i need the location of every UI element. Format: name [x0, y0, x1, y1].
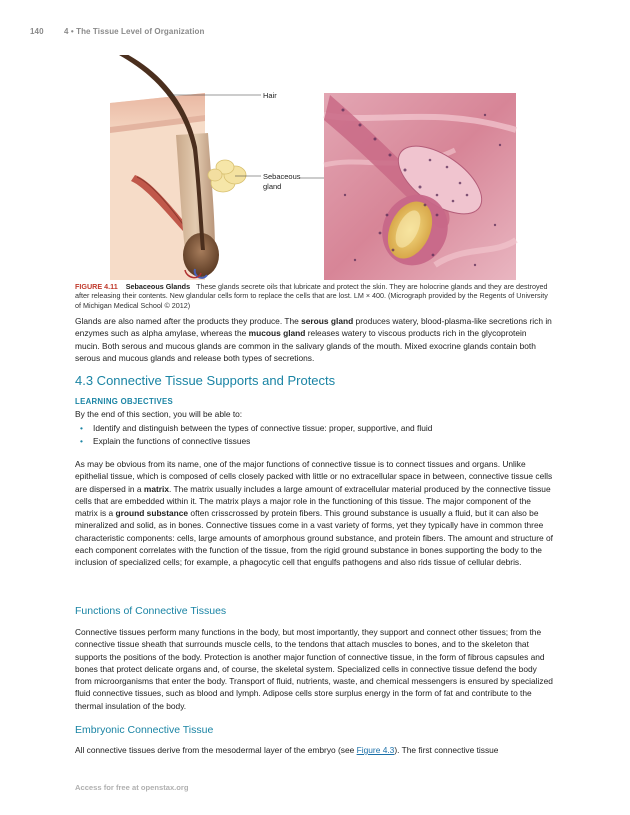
page-number: 140: [30, 27, 44, 36]
hair-label: Hair: [263, 91, 277, 100]
figure-title: Sebaceous Glands: [125, 282, 191, 291]
paragraph-connective-intro: As may be obvious from its name, one of the major functions of connective tissue is to connect tissues and organs. Unlike epithelial tissue, which is composed of cells closely packed with little or no extracellular space in between, connective tissue cells are dispersed in a matrix. The matrix usually includes a large amount of extracellular material produced by the connective tissue cells that are embedded within it. The matrix plays a major role in the functioning of this tissue. The major component of the matrix is a ground substance often crisscrossed by protein fibers. This ground substance is usually a fluid, but it can also be mineralized and solid, as in bones. Connective tissues come in a vast variety of forms, yet they typically have in common three characteristic components: cells, large amounts of amorphous ground substance, and protein fibers. The amount and structure of each component correlates with the function of the tissue, from the rigid ground substance in bones supporting the body to the inclusion of specialized cells; for example, a phagocytic cell that engulfs pathogens and also rids tissue of cellular debris.: [75, 459, 553, 568]
figure-sebaceous-glands: [75, 55, 555, 280]
figure-4-3-link[interactable]: Figure 4.3: [356, 745, 395, 755]
micrograph: [324, 93, 516, 280]
list-item: • Explain the functions of connective tissues: [75, 435, 545, 448]
learning-objectives-heading: LEARNING OBJECTIVES: [75, 397, 173, 406]
page-footer: Access for free at openstax.org: [75, 783, 189, 792]
skin-illustration: [110, 55, 246, 280]
sebaceous-gland-label-line1: Sebaceous: [263, 172, 301, 181]
figure-caption: [75, 282, 555, 310]
list-item: • Identify and distinguish between the types of connective tissue: proper, supportive, and fluid: [75, 422, 545, 435]
paragraph-gland-products: Glands are also named after the products they produce. The serous gland produces watery, blood-plasma-like secretions rich in enzymes such as alpha amylase, whereas the mucous gland releases watery to viscous products rich in the glycoprotein mucin. Both serous and mucous glands are common in the salivary glands of the mouth. Mixed exocrine glands contain both serous and mucous glands and release both types of secretions.: [75, 316, 552, 363]
paragraph-embryonic: All connective tissues derive from the mesodermal layer of the embryo (see Figure 4.3). The first connective tissue: [75, 745, 499, 755]
chapter-title: 4 • The Tissue Level of Organization: [63, 27, 205, 36]
learning-objectives-list: [75, 422, 545, 448]
figure-caption-text: These glands secrete oils that lubricate and protect the skin. They are holocrine glands and they are destroyed after releasing their contents. New glandular cells form to replace the cells that are lost. LM × 400. (Micrograph provided by the Regents of University of Michigan Medical School © 2012): [75, 282, 548, 310]
figure-number: FIGURE 4.11: [75, 282, 118, 291]
paragraph-functions: Connective tissues perform many functions in the body, but most importantly, they support and connect other tissues; from the connective tissue sheath that surrounds muscle cells, to the tendons that attach muscles to bones, and to the skeleton that supports the positions of the body. Protection is another major function of connective tissue, in the form of fibrous capsules and bones that protect delicate organs and, of course, the skeletal system. Specialized cells in connective tissue defend the body from microorganisms that enter the body. Transport of fluid, nutrients, waste, and chemical messengers is ensured by specialized fluid connective tissues, such as blood and lymph. Adipose cells store surplus energy in the form of fat and contribute to the thermal insulation of the body.: [75, 627, 553, 711]
sebaceous-gland-label-line2: gland: [263, 182, 282, 191]
functions-heading: Functions of Connective Tissues: [75, 605, 227, 617]
section-title: 4.3 Connective Tissue Supports and Protects: [75, 373, 336, 388]
page-header: [30, 27, 205, 36]
embryonic-heading: Embryonic Connective Tissue: [75, 724, 214, 736]
learning-objectives-intro: By the end of this section, you will be able to:: [75, 409, 243, 419]
